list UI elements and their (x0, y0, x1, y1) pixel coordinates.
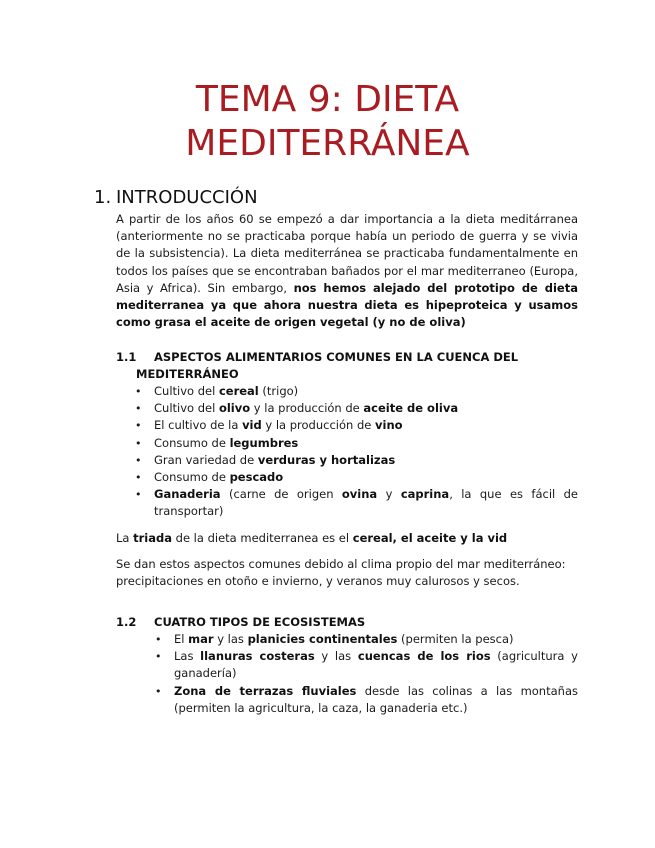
list-item (135, 469, 578, 486)
item-bold: aceite de oliva (363, 401, 459, 416)
subsection-title: CUATRO TIPOS DE ECOSISTEMAS (154, 615, 366, 629)
item-text: desde las colinas a las montañas (permiten la agricultura, la caza, la ganaderia etc.) (174, 683, 578, 715)
list-item (155, 648, 578, 682)
bullet-icon: • (135, 385, 142, 398)
item-text: y la producción de (261, 418, 375, 433)
item-text: (carne de origen (220, 487, 342, 502)
item-text: Consumo de (154, 435, 230, 450)
section-title: INTRODUCCIÓN (116, 187, 258, 208)
bullet-icon: • (155, 650, 162, 664)
section-heading-introduccion (94, 187, 258, 209)
item-text: El cultivo de la (154, 418, 243, 433)
item-text: Cultivo del (154, 401, 219, 416)
item-text: y las (314, 649, 358, 664)
subsection-heading-aspectos (116, 349, 578, 383)
bullet-icon: • (135, 471, 142, 485)
title-line-2: MEDITERRÁNEA (185, 123, 470, 164)
item-bold: planicies continentales (247, 632, 398, 646)
item-bold: pescado (229, 470, 284, 485)
item-text: Las (174, 649, 201, 664)
item-text: y las (213, 632, 248, 646)
item-bold: Zona de terrazas fluviales (174, 683, 357, 698)
subsection-title-line-1: ASPECTOS ALIMENTARIOS COMUNES EN LA CUENCA DEL (154, 350, 519, 364)
subsection-heading-ecosistemas (116, 614, 578, 631)
item-bold: cuencas de los rios (357, 649, 491, 664)
item-text: (trigo) (258, 384, 299, 398)
subsection-title-line-2: MEDITERRÁNEO (136, 367, 239, 381)
title-line-1: TEMA 9: DIETA (195, 79, 460, 120)
item-bold: vid (242, 418, 262, 433)
item-text: y la producción de (250, 401, 364, 416)
bullet-icon: • (135, 402, 142, 416)
item-text: El (174, 632, 189, 646)
section-number: 1. (94, 187, 112, 208)
list-item (135, 400, 578, 417)
item-text: Gran variedad de (154, 452, 258, 467)
intro-bold-text: nos hemos alejado del prototipo de dieta mediterranea ya que ahora nuestra dieta es hipeproteica y usamos como grasa el aceite de origen vegetal (y no de oliva) (116, 280, 578, 330)
intro-paragraph (116, 211, 578, 331)
triada-bold: cereal, el aceite y la vid (352, 531, 508, 545)
list-item (155, 631, 578, 648)
bullet-icon: • (155, 633, 162, 646)
item-bold: verduras y hortalizas (257, 452, 396, 467)
list-item (135, 435, 578, 452)
bullet-icon: • (135, 436, 142, 450)
item-text: (agricultura y ganadería) (174, 649, 578, 681)
subsection-number: 1.2 (116, 615, 137, 629)
list-item (155, 683, 578, 717)
triada-paragraph (116, 530, 578, 547)
item-bold: legumbres (229, 435, 299, 450)
item-text: , la que es fácil de transportar) (154, 487, 578, 519)
item-bold: llanuras costeras (200, 649, 315, 664)
item-bold: vino (375, 418, 403, 433)
triada-text: de la dieta mediterranea es el (172, 531, 353, 545)
item-text: Consumo de (154, 470, 230, 485)
bullet-icon: • (155, 684, 162, 698)
item-text: Cultivo del (154, 384, 219, 398)
subsection-number: 1.1 (116, 350, 137, 364)
list-item (135, 383, 578, 400)
item-bold: caprina (400, 487, 450, 502)
item-bold: cereal (218, 384, 259, 398)
bullet-icon: • (135, 488, 142, 502)
item-bold: Ganaderia (154, 487, 221, 502)
list-item (135, 452, 578, 469)
clima-paragraph: Se dan estos aspectos comunes debido al clima propio del mar mediterráneo: precipitaciones en otoño e invierno, y veranos muy calurosos y secos. (116, 557, 566, 589)
item-bold: olivo (218, 401, 251, 416)
item-text: y (377, 487, 401, 502)
document-title (0, 78, 655, 166)
triada-bold: triada (133, 531, 172, 545)
triada-text: La (116, 531, 134, 545)
bullet-icon: • (135, 419, 142, 433)
list-item (135, 486, 578, 520)
item-text: (permiten la pesca) (397, 632, 514, 646)
list-item (135, 417, 578, 434)
item-bold: mar (188, 632, 214, 646)
intro-text: A partir de los años 60 se empezó a dar importancia a la dieta meditárranea (anteriormente no se practicaba porque había un periodo de guerra y se vivia de la subsistencia). La dieta mediterránea se practicaba fundamentalmente en todos los países que se encontraban bañados por el mar mediterraneo (Europa, Asia y Africa). Sin embargo, (116, 212, 578, 295)
ecosistemas-list (155, 631, 578, 717)
item-bold: ovina (341, 487, 378, 502)
aspectos-list (135, 383, 578, 521)
bullet-icon: • (135, 453, 142, 467)
